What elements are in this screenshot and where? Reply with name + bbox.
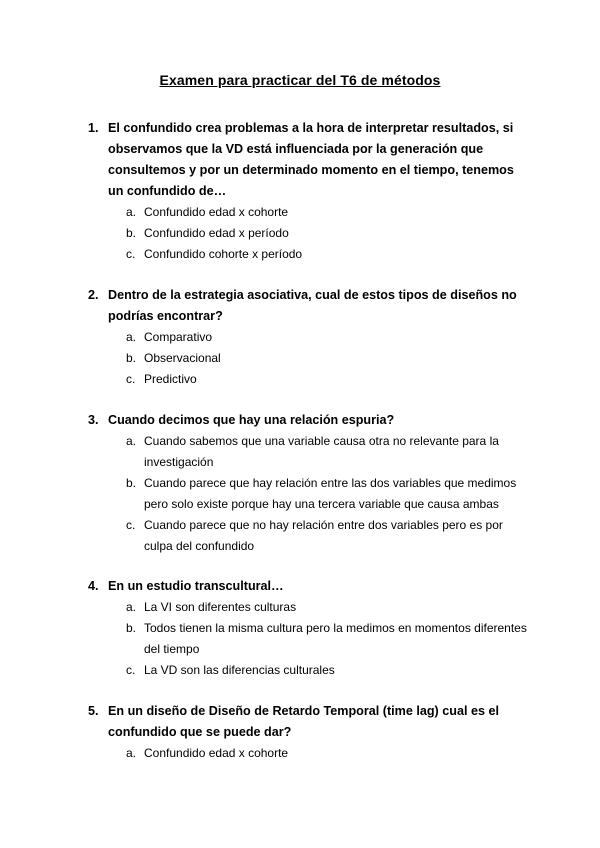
options-list	[88, 327, 528, 390]
option-letter: a.	[126, 330, 137, 344]
option-text: La VD son las diferencias culturales	[144, 663, 335, 677]
question-text: El confundido crea problemas a la hora de interpretar resultados, si observamos que la VD está influenciada por la generación que consultemos y por un determinado momento en el tiempo, tenemos un confundido de…	[108, 121, 514, 198]
option-b	[88, 618, 528, 660]
option-text: La VI son diferentes culturas	[144, 600, 297, 614]
option-letter: c.	[126, 663, 136, 677]
question-number: 3.	[88, 413, 99, 427]
question-number: 4.	[88, 579, 99, 593]
question-stem	[88, 701, 528, 743]
option-c	[88, 369, 528, 390]
option-c	[88, 244, 528, 265]
question-1	[88, 118, 528, 265]
option-text: Confundido edad x cohorte	[144, 205, 289, 219]
question-3	[88, 410, 528, 557]
option-a	[88, 597, 528, 618]
option-text: Confundido edad x cohorte	[144, 746, 289, 760]
question-2	[88, 285, 528, 390]
option-letter: c.	[126, 518, 136, 532]
option-a	[88, 202, 528, 223]
question-stem	[88, 410, 528, 431]
option-letter: c.	[126, 247, 136, 261]
question-5	[88, 701, 528, 764]
option-text: Todos tienen la misma cultura pero la medimos en momentos diferentes del tiempo	[144, 621, 527, 656]
question-text: Dentro de la estrategia asociativa, cual de estos tipos de diseños no podrías encontrar?	[108, 288, 517, 323]
option-text: Cuando parece que hay relación entre las dos variables que medimos pero solo existe porque hay una tercera variable que causa ambas	[144, 476, 517, 511]
question-text: En un estudio transcultural…	[108, 579, 284, 593]
option-letter: b.	[126, 621, 137, 635]
question-number: 5.	[88, 704, 99, 718]
question-stem	[88, 285, 528, 327]
option-text: Predictivo	[144, 372, 197, 386]
option-letter: a.	[126, 205, 137, 219]
option-text: Confundido edad x período	[144, 226, 289, 240]
option-a	[88, 327, 528, 348]
option-letter: a.	[126, 434, 137, 448]
option-letter: b.	[126, 476, 137, 490]
option-b	[88, 223, 528, 244]
question-stem	[88, 118, 528, 202]
option-text: Comparativo	[144, 330, 213, 344]
option-letter: c.	[126, 372, 136, 386]
option-letter: a.	[126, 746, 137, 760]
question-text: Cuando decimos que hay una relación espuria?	[108, 413, 395, 427]
option-letter: b.	[126, 351, 137, 365]
question-number: 1.	[88, 121, 99, 135]
option-text: Observacional	[144, 351, 221, 365]
option-b	[88, 348, 528, 369]
option-text: Cuando sabemos que una variable causa otra no relevante para la investigación	[144, 434, 499, 469]
options-list	[88, 743, 528, 764]
option-a	[88, 431, 528, 473]
option-text: Cuando parece que no hay relación entre dos variables pero es por culpa del confundido	[144, 518, 503, 553]
options-list	[88, 431, 528, 557]
option-c	[88, 515, 528, 557]
page-title: Examen para practicar del T6 de métodos	[159, 72, 441, 88]
option-letter: b.	[126, 226, 137, 240]
question-text: En un diseño de Diseño de Retardo Temporal (time lag) cual es el confundido que se puede dar?	[108, 704, 499, 739]
question-stem	[88, 576, 528, 597]
option-c	[88, 660, 528, 681]
question-4	[88, 576, 528, 681]
option-text: Confundido cohorte x período	[144, 247, 303, 261]
question-number: 2.	[88, 288, 99, 302]
options-list	[88, 202, 528, 265]
option-letter: a.	[126, 600, 137, 614]
option-a	[88, 743, 528, 764]
options-list	[88, 597, 528, 681]
option-b	[88, 473, 528, 515]
